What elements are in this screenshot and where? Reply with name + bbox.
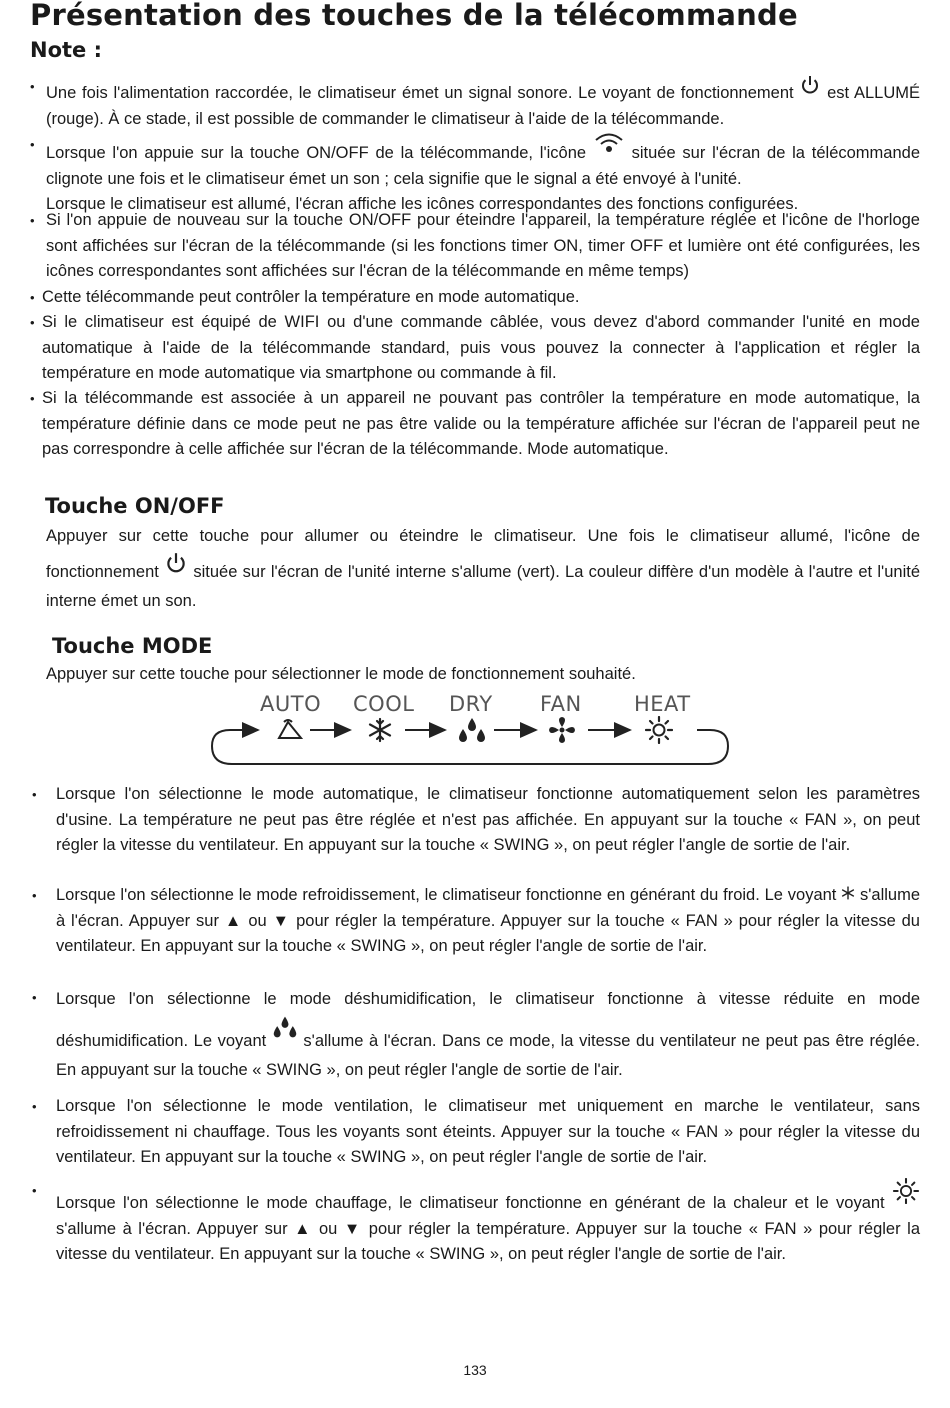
mode-label-auto: AUTO	[260, 692, 322, 716]
mode-sequence-diagram	[200, 688, 748, 770]
onoff-heading: Touche ON/OFF	[45, 494, 225, 518]
wireless-signal-icon	[593, 132, 625, 154]
mode-bullet-dry: Lorsque l'on sélectionne le mode déshumidification, le climatiseur fonctionne à vitesse réduite en mode déshumidification. Le voyant s'allume à l'écran. Dans ce mode, la vitesse du ventilateur ne peut pas être réglée. En appuyant sur la touche « SWING », on peut régler l'angle de sortie de l'air.	[56, 990, 920, 1079]
water-drops-icon	[272, 1014, 298, 1040]
bullet-marker: •	[32, 990, 37, 1005]
mode-label-fan: FAN	[540, 692, 582, 716]
power-icon	[799, 74, 821, 96]
sun-icon	[892, 1178, 920, 1204]
power-icon	[164, 551, 188, 575]
fan-icon	[548, 716, 576, 744]
page-number: 133	[463, 1362, 487, 1378]
mode-bullet-fan: Lorsque l'on sélectionne le mode ventilation, le climatiseur met uniquement en marche le ventilateur, sans refroidissement ni chauffage. Tous les voyants sont éteints. Appuyer sur la touche « FAN » pour régler la vitesse du ventilateur. En appuyant sur la touche « SWING », on peut régler l'angle de sortie de l'air.	[56, 1097, 920, 1166]
mode-bullet-cool: Lorsque l'on sélectionne le mode refroidissement, le climatiseur fonctionne en générant du froid. Le voyant s'allume à l'écran. Appuyer sur ▲ ou ▼ pour régler la température. Appuyer sur la touche « FAN » pour régler la vitesse du ventilateur. En appuyant sur la touche « SWING », on peut régler l'angle de sortie de l'air.	[56, 886, 920, 955]
onoff-description: Appuyer sur cette touche pour allumer ou éteindre le climatiseur. Une fois le climatiseur allumé, l'icône de fonctionnement située sur l'écran de l'unité interne s'allume (vert). La couleur diffère d'un modèle à l'autre et l'unité interne émet un son.	[46, 527, 920, 610]
note-bullet-5: Si le climatiseur est équipé de WIFI ou d'une commande câblée, vous devez d'abord commander l'unité en mode automatique à l'aide de la télécommande standard, puis vous pouvez la connecter à l'application et régler la température en mode automatique via smartphone ou commande à fil.	[42, 313, 920, 382]
sun-icon	[645, 716, 673, 744]
bullet-marker: •	[30, 137, 35, 152]
mode-intro: Appuyer sur cette touche pour sélectionner le mode de fonctionnement souhaité.	[46, 665, 636, 683]
auto-mode-icon	[275, 718, 305, 742]
bullet-marker: •	[32, 888, 37, 903]
note-bullet-3: Si l'on appuie de nouveau sur la touche ON/OFF pour éteindre l'appareil, la température réglée et l'icône de l'horloge sont affichées sur l'écran de la télécommande (si les fonctions timer ON, timer OFF et lumière ont été configurées, les icônes correspondantes sont affichées sur l'écran de la télécommande en même temps)	[46, 211, 920, 280]
bullet-marker: •	[30, 79, 35, 94]
bullet-marker: •	[32, 1099, 37, 1114]
bullet-marker: •	[30, 213, 35, 228]
snowflake-icon	[367, 717, 393, 743]
bullet-marker: •	[30, 290, 35, 305]
snowflake-icon	[841, 886, 855, 900]
note-bullet-1: Une fois l'alimentation raccordée, le climatiseur émet un signal sonore. Le voyant de fonctionnement est ALLUMÉ (rouge). À ce stade, il est possible de commander le climatiseur à l'aide de la télécommande.	[46, 74, 920, 132]
mode-bullet-heat: Lorsque l'on sélectionne le mode chauffage, le climatiseur fonctionne en générant de la chaleur et le voyant s'allume à l'écran. Appuyer sur ▲ ou ▼ pour régler la température. Appuyer sur la touche « FAN » pour régler la vitesse du ventilateur. En appuyant sur la touche « SWING », on peut régler l'angle de sortie de l'air.	[56, 1178, 920, 1268]
mode-label-dry: DRY	[449, 692, 493, 716]
note-bullet-2: Lorsque l'on appuie sur la touche ON/OFF de la télécommande, l'icône située sur l'écran de la télécommande clignote une fois et le climatiseur émet un son ; cela signifie que le signal a été envoyé à l'unité. Lorsque le climatiseur est allumé, l'écran affiche les icônes correspondantes des fonctions configurées.	[46, 132, 920, 218]
page-title: Présentation des touches de la télécommande	[30, 0, 798, 32]
bullet-marker: •	[32, 1183, 37, 1198]
bullet-marker: •	[30, 315, 35, 330]
note-bullet-4: Cette télécommande peut contrôler la température en mode automatique.	[42, 288, 580, 306]
mode-label-heat: HEAT	[634, 692, 691, 716]
mode-label-cool: COOL	[353, 692, 415, 716]
note-heading: Note :	[30, 38, 102, 62]
note-bullet-6: Si la télécommande est associée à un appareil ne pouvant pas contrôler la température en mode automatique, la température définie dans ce mode peut ne pas être valide ou la température affichée sur l'écran de l'appareil peut ne pas correspondre à celle affichée sur l'écran de la télécommande. Mode automatique.	[42, 389, 920, 458]
mode-bullet-auto: Lorsque l'on sélectionne le mode automatique, le climatiseur fonctionne automatiquement selon les paramètres d'usine. La température ne peut pas être réglée et n'est pas affichée. En appuyant sur la touche « FAN », on peut régler la vitesse du ventilateur. En appuyant sur la touche « SWING », on peut régler l'angle de sortie de l'air.	[56, 785, 920, 854]
bullet-marker: •	[32, 787, 37, 802]
water-drops-icon	[457, 716, 487, 744]
mode-heading: Touche MODE	[52, 634, 213, 658]
bullet-marker: •	[30, 391, 35, 406]
